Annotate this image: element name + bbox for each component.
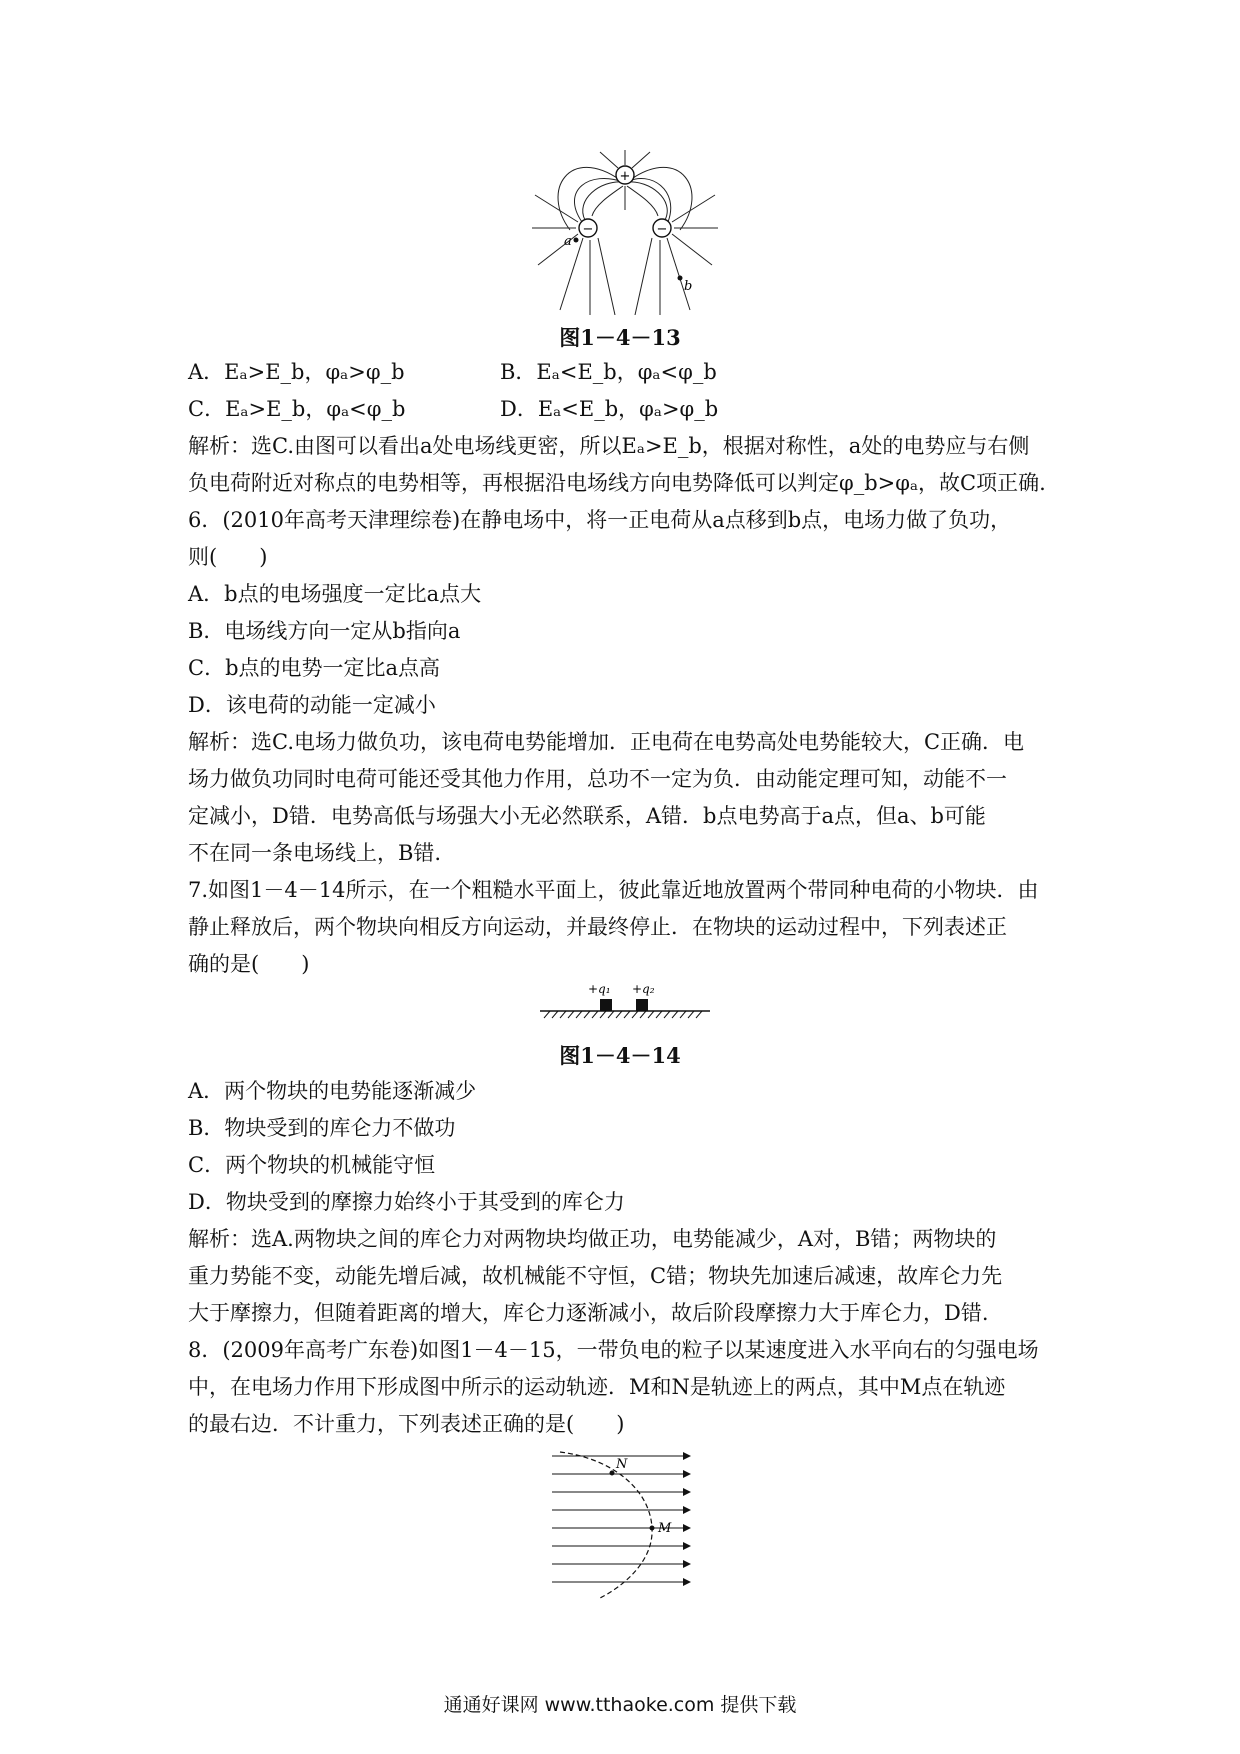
q6-stem-line-2: 则( ): [188, 545, 268, 569]
q5-option-b: B．Eₐ<E_b，φₐ<φ_b: [500, 360, 717, 384]
q5-analysis-line-2: 负电荷附近对称点的电势相等，再根据沿电场线方向电势降低可以判定φ_b>φₐ，故C项正确.: [188, 471, 1046, 495]
q7-option-a: A．两个物块的电势能逐渐减少: [188, 1079, 477, 1103]
point-b-label: b: [684, 279, 693, 294]
q6-option-a: A．b点的电场强度一定比a点大: [188, 582, 482, 606]
field-lines-figure-13: [530, 150, 720, 315]
negative-charge-right-label: −: [656, 222, 668, 237]
point-m-label: M: [658, 1521, 672, 1536]
q6-analysis-line-2: 场力做负功同时电荷可能还受其他力作用，总功不一定为负．由动能定理可知，动能不一: [188, 767, 1007, 791]
q6-stem-line-1: 6．(2010年高考天津理综卷)在静电场中，将一正电荷从a点移到b点，电场力做了负功，: [188, 508, 1012, 532]
figure-14-caption: 图1－4－14: [559, 1043, 681, 1068]
point-n-label: N: [616, 1457, 628, 1472]
positive-charge-label: +: [619, 169, 631, 184]
q7-stem-line-3: 确的是( ): [188, 952, 310, 976]
q7-analysis-line-3: 大于摩擦力，但随着距离的增大，库仑力逐渐减小，故后阶段摩擦力大于库仑力，D错.: [188, 1301, 989, 1325]
q6-option-b: B．电场线方向一定从b指向a: [188, 619, 461, 643]
blocks-figure-14: [540, 982, 710, 1024]
q8-stem-line-2: 中，在电场力作用下形成图中所示的运动轨迹．M和N是轨迹上的两点，其中M点在轨迹: [188, 1375, 1006, 1399]
figure-13-caption: 图1－4－13: [559, 325, 681, 350]
q5-option-c: C．Eₐ>E_b，φₐ<φ_b: [188, 397, 406, 421]
page-footer: 通通好课网 www.tthaoke.com 提供下载: [443, 1694, 797, 1716]
q7-stem-line-2: 静止释放后，两个物块向相反方向运动，并最终停止．在物块的运动过程中，下列表述正: [188, 915, 1007, 939]
q5-option-a: A．Eₐ>E_b，φₐ>φ_b: [188, 360, 405, 384]
trajectory-figure-15: [550, 1448, 695, 1600]
q6-option-c: C．b点的电势一定比a点高: [188, 656, 441, 680]
q7-stem-line-1: 7.如图1－4－14所示，在一个粗糙水平面上，彼此靠近地放置两个带同种电荷的小物块．由: [188, 878, 1039, 902]
q5-analysis-line-1: 解析：选C.由图可以看出a处电场线更密，所以Eₐ>E_b，根据对称性，a处的电势应与右侧: [188, 434, 1030, 458]
q6-analysis-line-1: 解析：选C.电场力做负功，该电荷电势能增加．正电荷在电势高处电势能较大，C正确．电: [188, 730, 1025, 754]
q7-analysis-line-2: 重力势能不变，动能先增后减，故机械能不守恒，C错；物块先加速后减速，故库仑力先: [188, 1264, 1003, 1288]
negative-charge-left-label: −: [582, 222, 594, 237]
point-a-label: a: [564, 234, 572, 249]
charge-q2-label: +q₂: [632, 982, 655, 996]
q6-analysis-line-3: 定减小，D错．电势高低与场强大小无必然联系，A错．b点电势高于a点，但a、b可能: [188, 804, 986, 828]
q7-option-c: C．两个物块的机械能守恒: [188, 1153, 436, 1177]
q7-analysis-line-1: 解析：选A.两物块之间的库仑力对两物块均做正功，电势能减少，A对，B错；两物块的: [188, 1227, 997, 1251]
charge-q1-label: +q₁: [588, 982, 611, 996]
q6-analysis-line-4: 不在同一条电场线上，B错.: [188, 841, 442, 865]
q6-option-d: D．该电荷的动能一定减小: [188, 693, 436, 717]
q7-option-d: D．物块受到的摩擦力始终小于其受到的库仑力: [188, 1190, 625, 1214]
q7-option-b: B．物块受到的库仑力不做功: [188, 1116, 456, 1140]
q8-stem-line-1: 8．(2009年高考广东卷)如图1－4－15，一带负电的粒子以某速度进入水平向右的匀强电场: [188, 1338, 1039, 1362]
q5-option-d: D．Eₐ<E_b，φₐ>φ_b: [500, 397, 719, 421]
q8-stem-line-3: 的最右边．不计重力，下列表述正确的是( ): [188, 1412, 625, 1436]
